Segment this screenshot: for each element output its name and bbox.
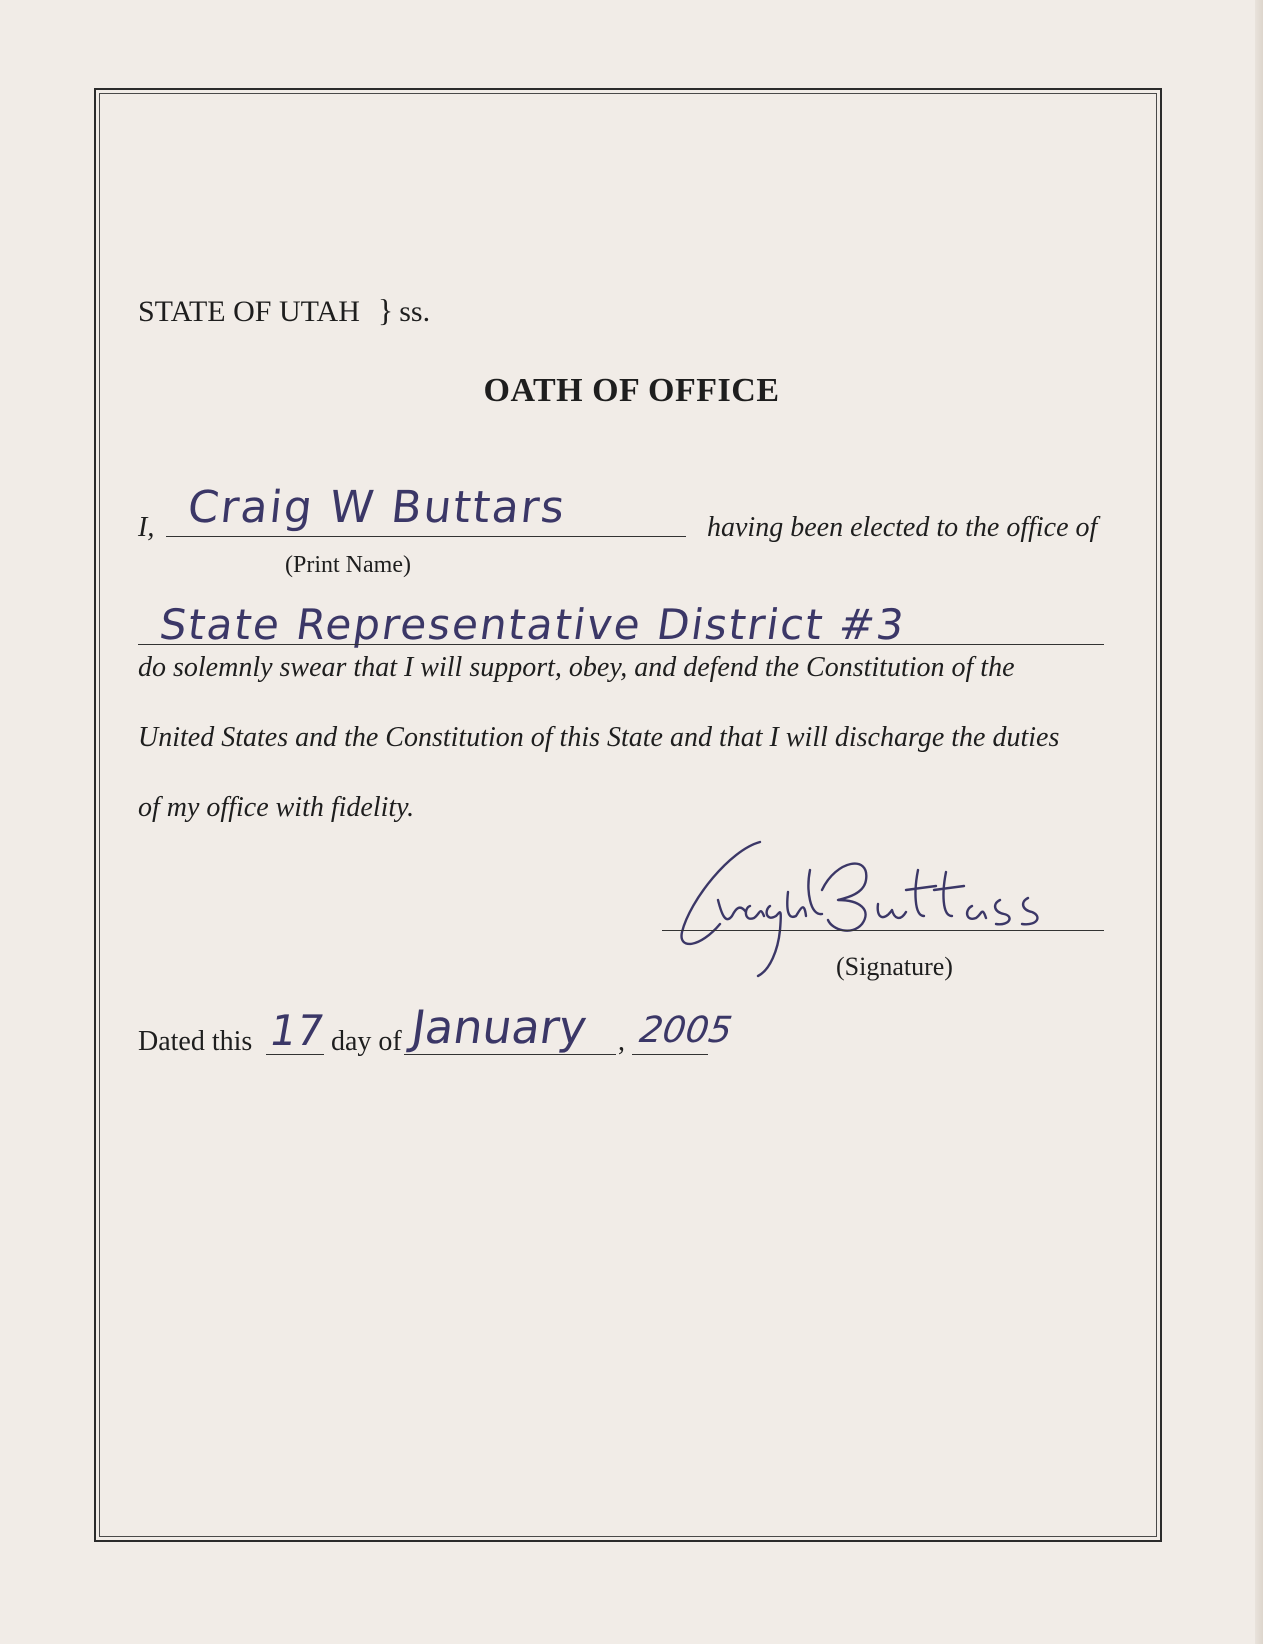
month-underline [404,1054,616,1055]
signature-underline [662,930,1104,931]
handwritten-name: Craig W Buttars [185,482,569,533]
dated-prefix: Dated this [138,1026,253,1057]
day-underline [266,1054,324,1055]
oath-body-line-2: United States and the Constitution of this State and that I will discharge the duties [138,722,1060,753]
venue-abbrev: ss. [399,295,431,328]
page-title: OATH OF OFFICE [483,372,780,409]
signature-caption: (Signature) [836,952,953,981]
state-brace: } [377,292,394,328]
year-underline [632,1054,708,1055]
page-edge [1255,0,1263,1644]
handwritten-day: 17 [265,1006,328,1055]
state-heading [138,292,430,329]
oath-body-line-1: do solemnly swear that I will support, obey, and defend the Constitution of the [138,652,1015,683]
oath-pronoun: I, [138,512,155,543]
dated-comma: , [618,1026,625,1057]
office-underline [138,644,1104,645]
print-name-caption: (Print Name) [285,552,411,578]
oath-body-line-3: of my office with fidelity. [138,792,415,823]
handwritten-year: 2005 [637,1010,735,1051]
elected-text: having been elected to the office of [707,512,1098,543]
handwritten-office: State Representative District #3 [156,600,909,649]
handwritten-month: January [408,1000,591,1054]
state-name: STATE OF UTAH [138,295,360,328]
name-underline [166,536,686,537]
dated-day-of: day of [331,1026,402,1057]
